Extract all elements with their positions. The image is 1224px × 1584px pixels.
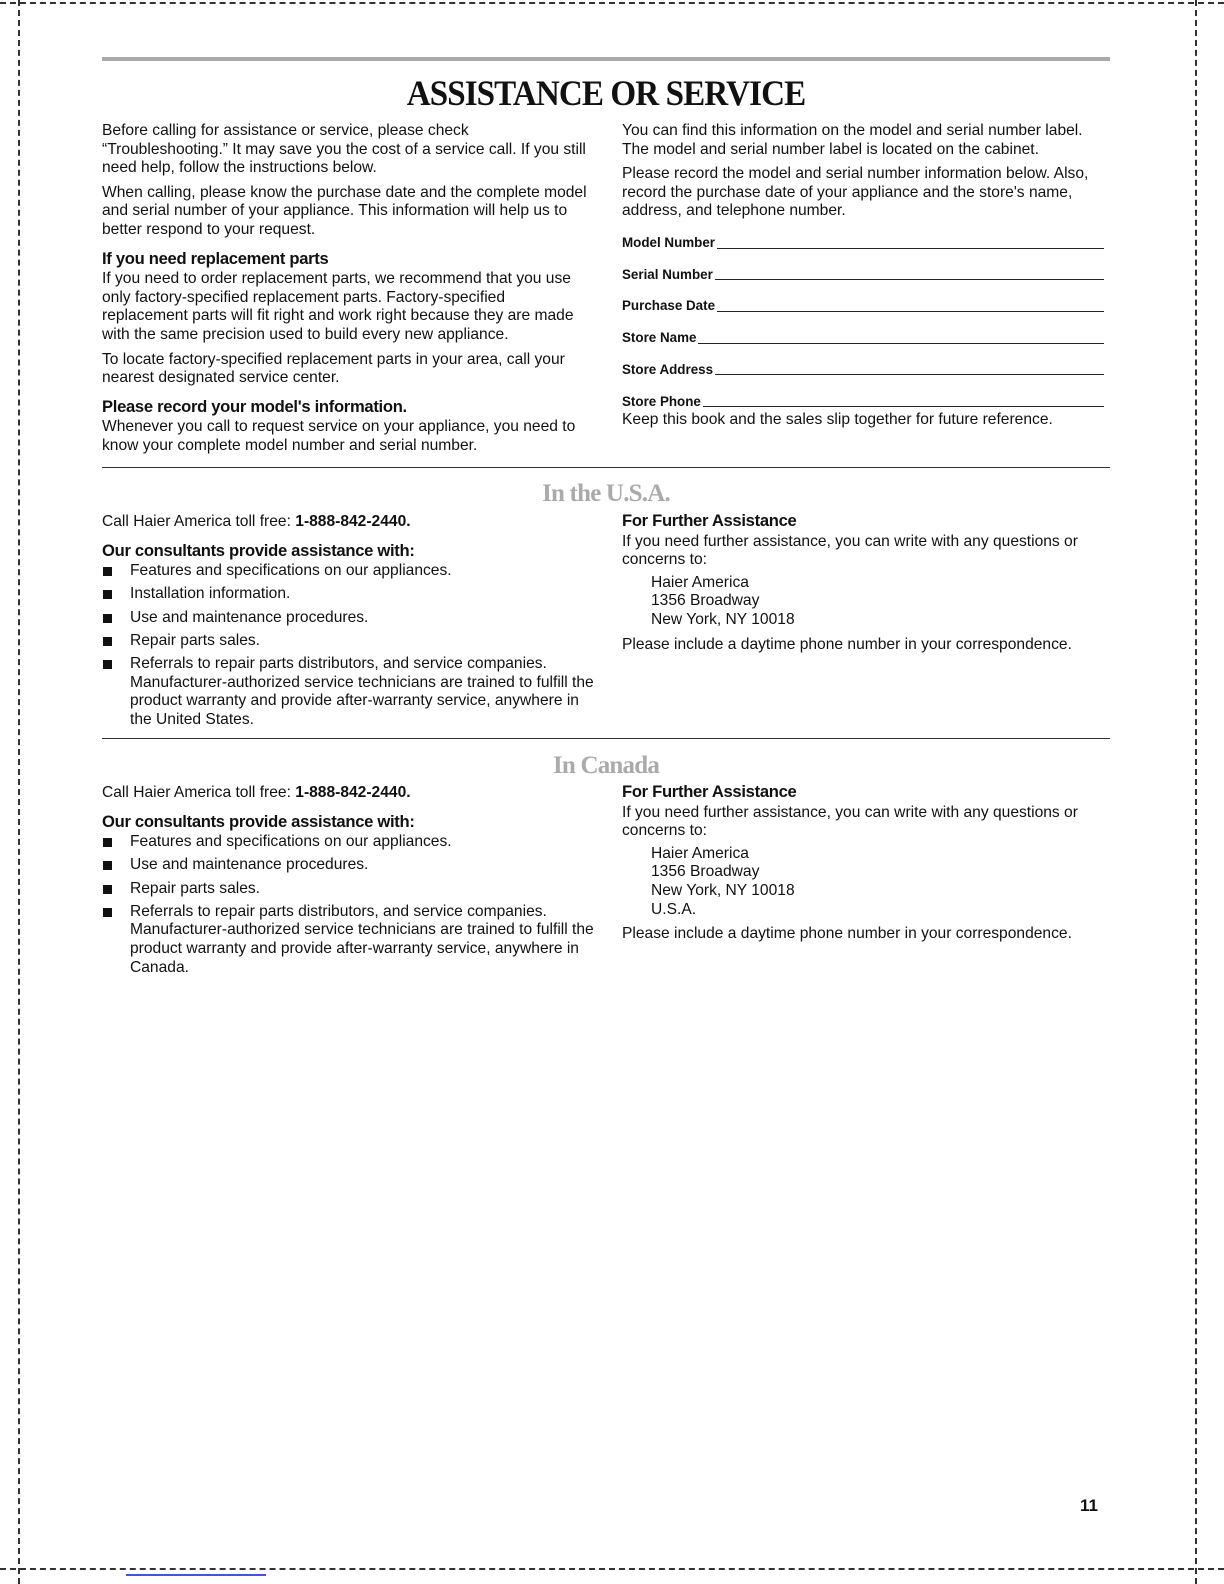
list-item-text: Referrals to repair parts distributors, and service companies. Manufacturer-authorized service technicians are trained to fulfill the product warranty and provide after-warranty service, anywhere in the United States.: [130, 654, 594, 728]
list-item-text: Use and maintenance procedures.: [130, 608, 369, 626]
list-item: [102, 585, 594, 604]
field-label: Store Phone: [622, 393, 701, 409]
cut-border-left: [18, 0, 20, 1584]
page-number: 11: [1080, 1496, 1098, 1515]
intro-right-column: [622, 122, 1112, 436]
list-item: [102, 903, 594, 977]
page-title: ASSISTANCE OR SERVICE: [406, 73, 806, 113]
section-divider: [102, 738, 1110, 739]
store-address-field[interactable]: [622, 348, 1104, 380]
bullet-square-icon: [103, 567, 112, 576]
bullet-square-icon: [103, 637, 112, 646]
replacement-paragraph: If you need to order replacement parts, we recommend that you use only factory-specified replacement parts. Factory-specified replacement parts will fit right and work right because they are made with the same precision used to build every new appliance.: [102, 270, 574, 343]
intro-left-column: [102, 122, 594, 462]
canada-heading: In Canada: [552, 752, 660, 779]
call-prefix: Call Haier America toll free:: [102, 784, 296, 801]
assistance-list: [102, 833, 594, 977]
list-item-text: Features and specifications on our appliances.: [130, 562, 452, 580]
field-label: Purchase Date: [622, 298, 716, 314]
assistance-list: [102, 562, 594, 729]
intro-paragraph: Before calling for assistance or service, please check “Troubleshooting.” It may save you the cost of a service call. If you still need help, follow the instructions below.: [102, 122, 586, 177]
list-item: [102, 632, 594, 651]
canada-right-column: [622, 783, 1112, 950]
top-rule: [102, 57, 1110, 61]
intro-paragraph: You can find this information on the model and serial number label. The model and serial number label is located on the cabinet.: [622, 122, 1083, 158]
intro-paragraph: Please record the model and serial number information below. Also, record the purchase date of your appliance and the store's name, address, and telephone number.: [622, 165, 1089, 220]
list-item: [102, 562, 594, 581]
section-divider: [102, 467, 1110, 468]
list-item: [102, 609, 594, 628]
list-item-text: Use and maintenance procedures.: [130, 856, 369, 874]
list-item: [102, 880, 594, 899]
field-label: Model Number: [622, 235, 715, 251]
further-assistance-heading: For Further Assistance: [622, 511, 797, 530]
purchase-date-field[interactable]: [622, 284, 1104, 316]
list-item: [102, 655, 594, 729]
bullet-square-icon: [103, 838, 112, 847]
list-item: [102, 833, 594, 852]
address-line: 1356 Broadway: [651, 592, 760, 610]
call-line: [102, 784, 594, 803]
call-line: [102, 513, 594, 532]
store-phone-field[interactable]: [622, 379, 1104, 411]
field-label: Store Address: [622, 361, 714, 377]
phone-number: 1-888-842-2440.: [295, 513, 411, 530]
fill-in-line: [715, 374, 1104, 375]
fill-in-line: [715, 279, 1104, 280]
record-form: [622, 221, 1104, 411]
cut-border-bottom: [0, 1568, 1224, 1570]
list-item-text: Installation information.: [130, 585, 291, 603]
bullet-square-icon: [103, 614, 112, 623]
canada-left-column: [102, 784, 594, 982]
phone-number: 1-888-842-2440.: [295, 784, 411, 801]
address-line: U.S.A.: [651, 900, 697, 918]
intro-paragraph: When calling, please know the purchase date and the complete model and serial number of your appliance. This information will help us to better respond to your request.: [102, 183, 587, 238]
fill-in-line: [717, 248, 1104, 249]
record-paragraph: Whenever you call to request service on your appliance, you need to know your complete model number and serial number.: [102, 418, 576, 454]
further-assistance-heading: For Further Assistance: [622, 782, 797, 801]
link-underline-mark: [126, 1574, 266, 1576]
record-heading: Please record your model's information.: [102, 396, 407, 416]
call-prefix: Call Haier America toll free:: [102, 513, 296, 530]
usa-heading: In the U.S.A.: [542, 480, 670, 507]
list-item: [102, 856, 594, 875]
closing-note: Please include a daytime phone number in your correspondence.: [622, 925, 1072, 943]
field-label: Serial Number: [622, 266, 713, 282]
mailing-address: [622, 845, 1112, 919]
list-item-text: Repair parts sales.: [130, 631, 261, 649]
bullet-square-icon: [103, 908, 112, 917]
address-line: 1356 Broadway: [651, 863, 760, 881]
further-assistance-text: If you need further assistance, you can write with any questions or concerns to:: [622, 803, 1078, 840]
replacement-heading: If you need replacement parts: [102, 248, 329, 268]
field-label: Store Name: [622, 330, 697, 346]
replacement-paragraph: To locate factory-specified replacement parts in your area, call your nearest designated service center.: [102, 350, 565, 387]
closing-note: Please include a daytime phone number in your correspondence.: [622, 635, 1072, 653]
mailing-address: [622, 574, 1112, 630]
consultants-heading: Our consultants provide assistance with:: [102, 811, 415, 831]
store-name-field[interactable]: [622, 316, 1104, 348]
address-line: New York, NY 10018: [651, 610, 795, 628]
consultants-heading: Our consultants provide assistance with:: [102, 540, 415, 560]
keep-note: Keep this book and the sales slip together for future reference.: [622, 411, 1053, 429]
address-line: Haier America: [651, 844, 749, 862]
address-line: New York, NY 10018: [651, 881, 795, 899]
list-item-text: Referrals to repair parts distributors, and service companies. Manufacturer-authorized service technicians are trained to fulfill the product warranty and provide after-warranty service, anywhere in Canada.: [130, 902, 594, 976]
fill-in-line: [698, 343, 1104, 344]
model-number-field[interactable]: [622, 221, 1104, 253]
bullet-square-icon: [103, 660, 112, 669]
further-assistance-text: If you need further assistance, you can write with any questions or concerns to:: [622, 532, 1078, 569]
list-item-text: Features and specifications on our appliances.: [130, 833, 452, 851]
bullet-square-icon: [103, 590, 112, 599]
bullet-square-icon: [103, 861, 112, 870]
cut-border-right: [1195, 0, 1197, 1584]
cut-border-top: [0, 2, 1224, 4]
fill-in-line: [703, 406, 1104, 407]
fill-in-line: [717, 311, 1104, 312]
bullet-square-icon: [103, 885, 112, 894]
address-line: Haier America: [651, 573, 749, 591]
list-item-text: Repair parts sales.: [130, 879, 261, 897]
usa-right-column: [622, 512, 1112, 660]
serial-number-field[interactable]: [622, 253, 1104, 285]
usa-left-column: [102, 513, 594, 734]
